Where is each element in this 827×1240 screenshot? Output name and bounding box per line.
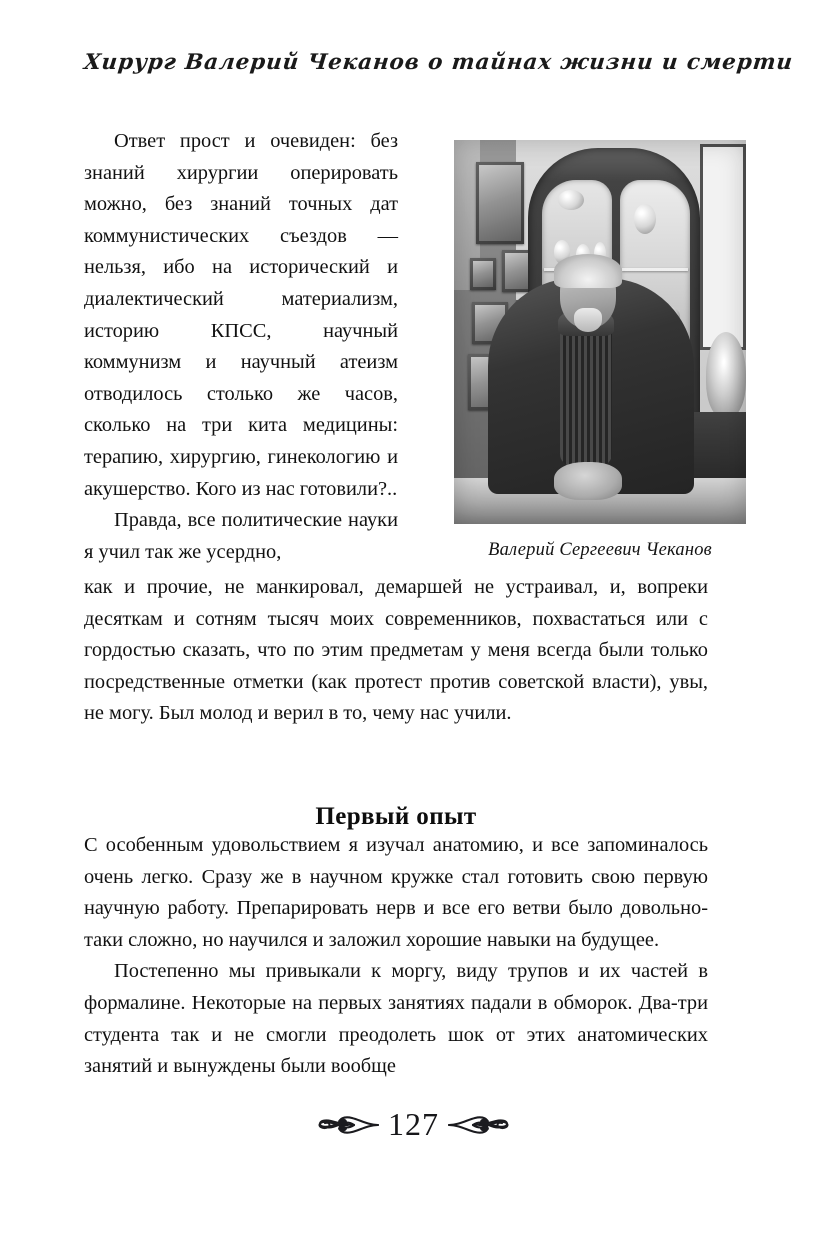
body-block-section	[84, 830, 708, 1083]
leaf-flourish-right-icon	[447, 1112, 509, 1138]
figure-portrait	[454, 140, 746, 561]
body-block-full-width-a	[84, 572, 708, 730]
paragraph-2-rest: как и прочие, не манкировал, демаршей не устраивал, и, вопреки десяткам и сотням тысяч моих современников, похвастаться или с гордостью сказать, что по этим предметам у меня всегда были только посредственные отметки (как протест против советской власти), увы, не могу. Был молод и верил в то, чему нас учили.	[84, 576, 708, 725]
running-head: Хирург Валерий Чеканов о тайнах жизни и смерти	[82, 50, 795, 75]
paragraph-2-start: Правда, все политические науки я учил так же усердно,	[84, 509, 398, 563]
folio	[0, 1108, 827, 1142]
photo-vignette	[454, 140, 746, 524]
section-heading: Первый опыт	[315, 802, 477, 830]
section-paragraph-1: С особенным удовольствием я изучал анатомию, и все запоминалось очень легко. Сразу же в научном кружке стал готовить свою первую научную работу. Препарировать нерв и все его ветви было довольно-таки сложно, но научился и заложил хорошие навыки на будущее.	[84, 834, 708, 951]
paragraph-1: Ответ прост и очевиден: без знаний хирургии оперировать можно, без знаний точных дат коммунистических съездов — нельзя, ибо на исторический и диалектический материализм, историю КПСС, научный коммунизм и научный атеизм отводилось столько же часов, сколько на три кита медицины: терапию, хирургию, гинекологию и акушерство. Кого из нас готовили?..	[84, 130, 398, 500]
body-column-left	[84, 126, 398, 568]
figure-caption: Валерий Сергеевич Чеканов	[488, 540, 712, 560]
portrait-photo	[454, 140, 746, 524]
page-number: 127	[388, 1106, 439, 1142]
leaf-flourish-left-icon	[318, 1112, 380, 1138]
section-paragraph-2: Постепенно мы привыкали к моргу, виду трупов и их частей в формалине. Некоторые на первых занятиях падали в обморок. Два-три студента так и не смогли преодолеть шок от этих анатомических занятий и вынуждены были вообще	[84, 960, 708, 1078]
